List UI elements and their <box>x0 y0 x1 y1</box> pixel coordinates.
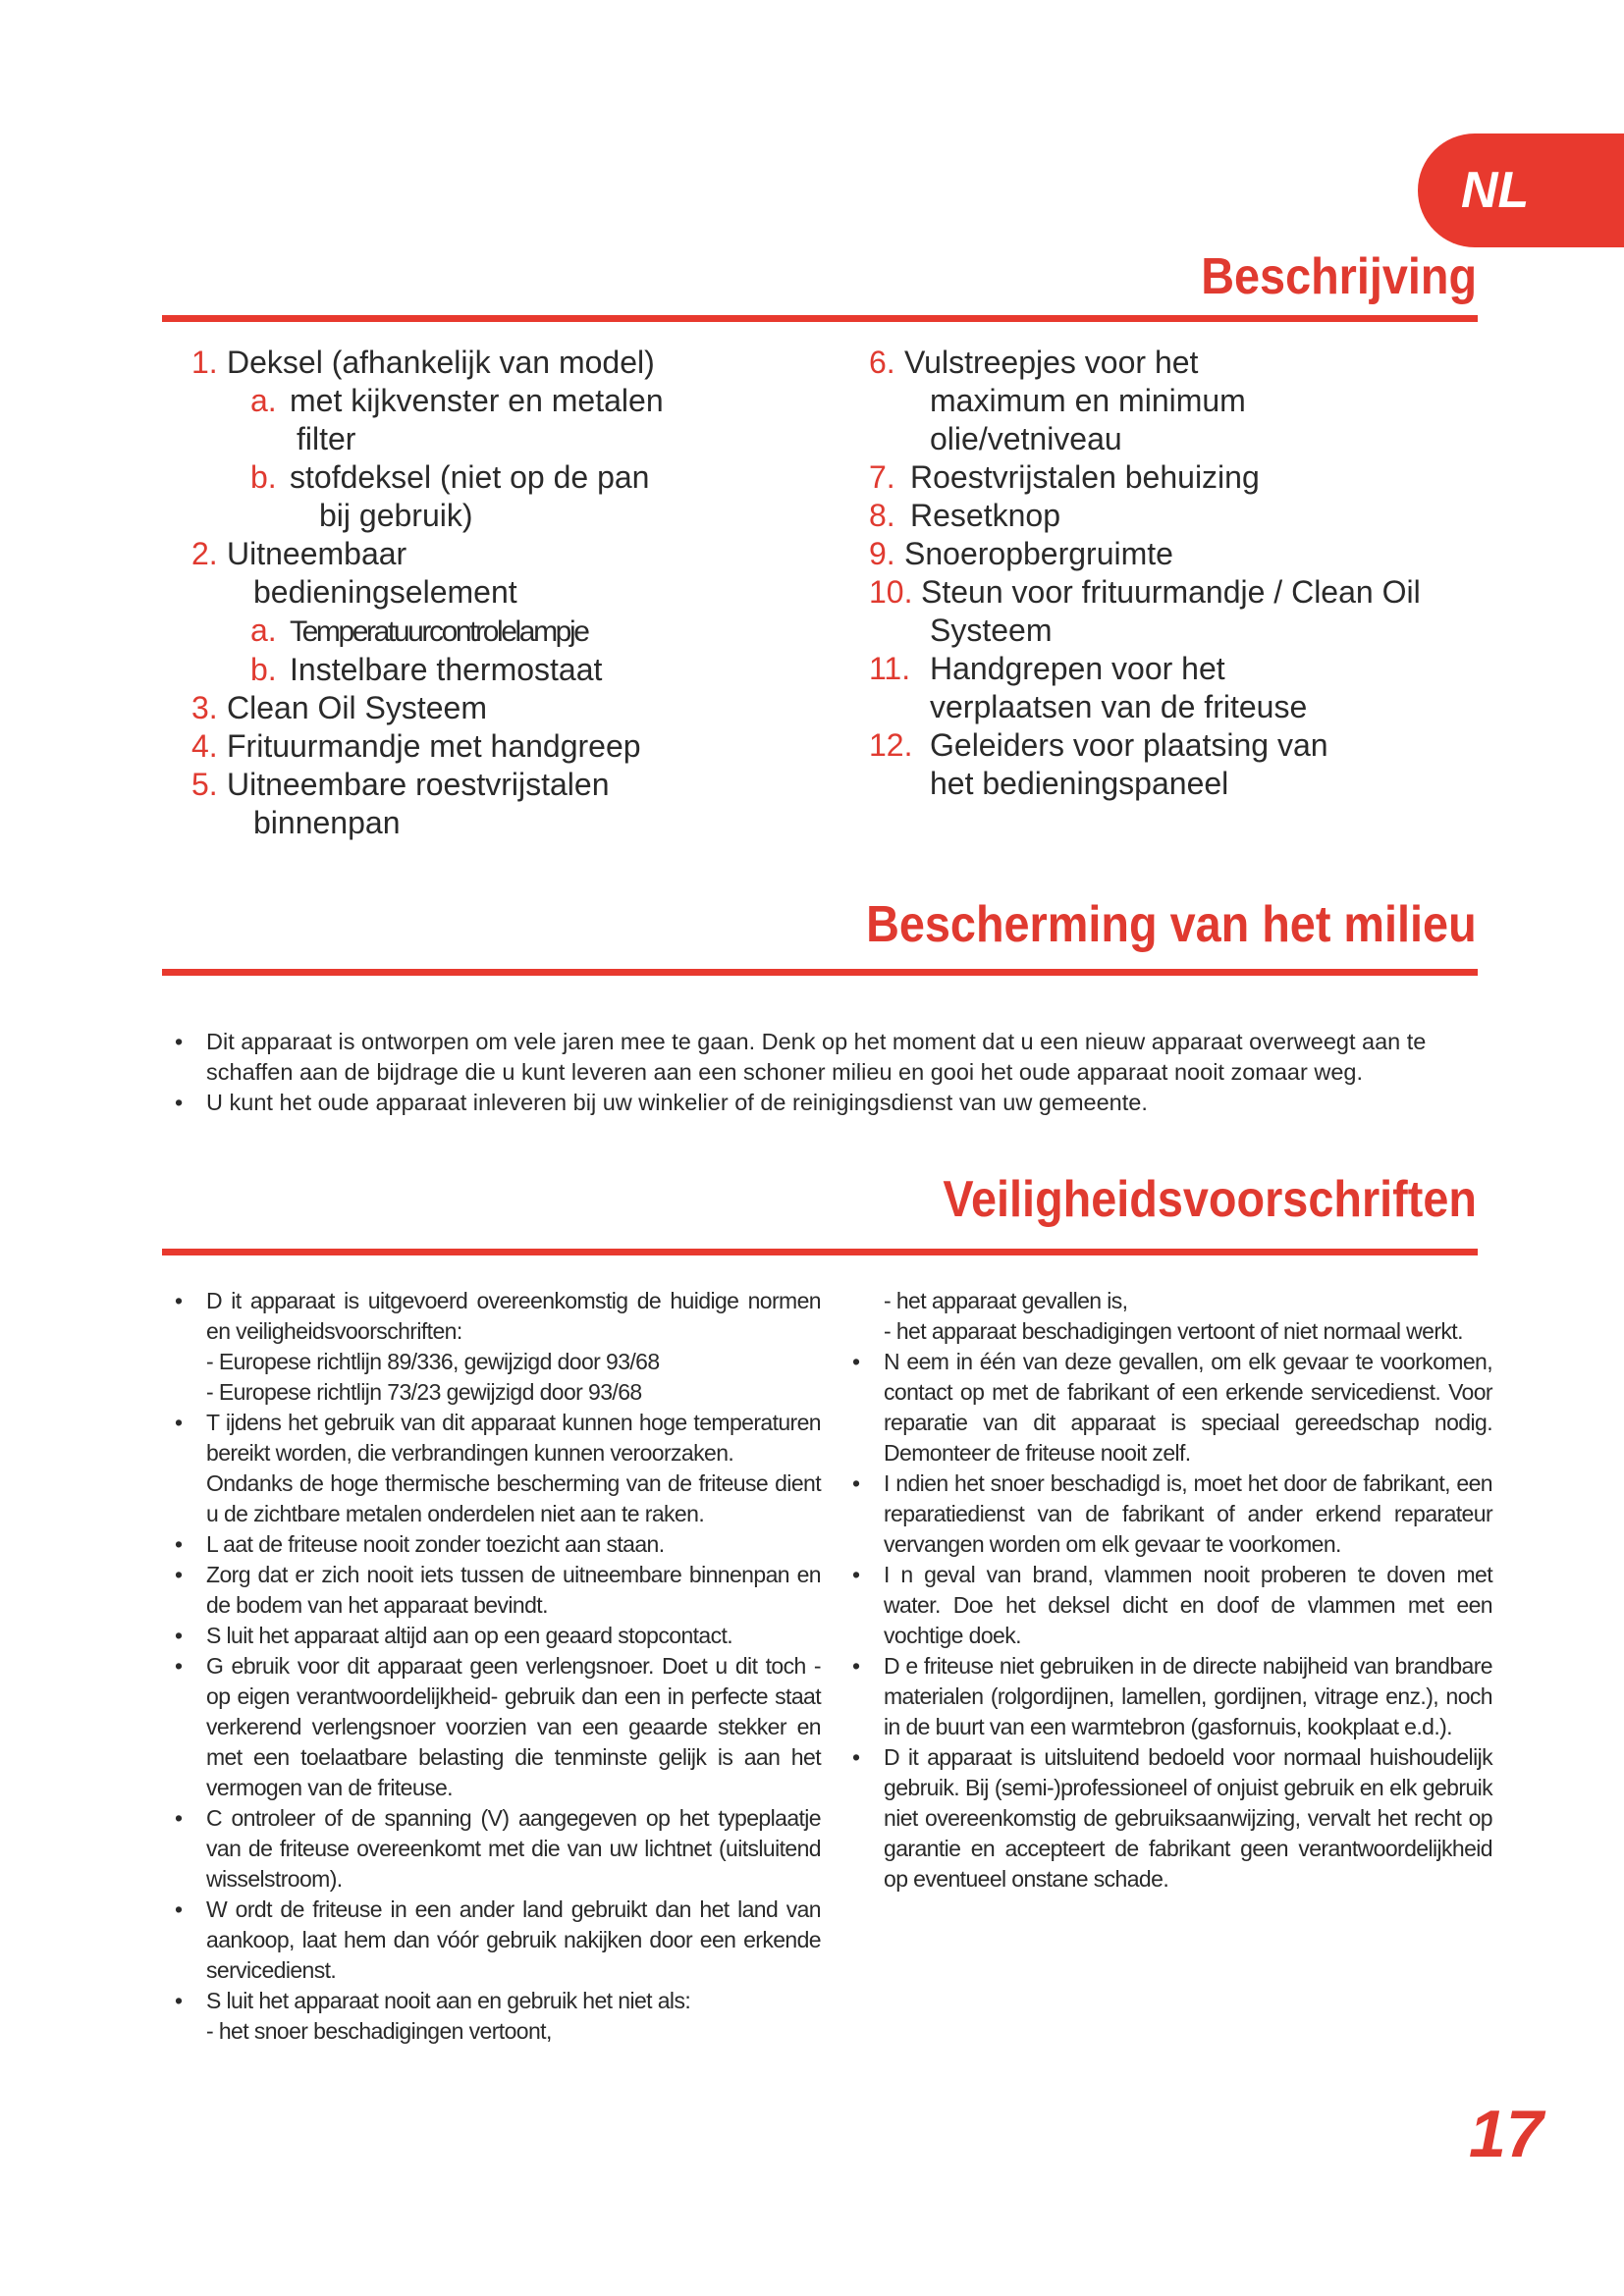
language-tab-label: NL <box>1461 162 1530 219</box>
list-item <box>869 458 1488 497</box>
list-item: • I n geval van brand, vlammen nooit proberen te doven met water. Doe het deksel dicht en doof de vlammen met een vochtige doek. <box>852 1560 1492 1651</box>
sub-item <box>191 458 741 497</box>
item-number: 1. <box>191 345 218 380</box>
section-divider <box>162 969 1478 976</box>
list-item <box>191 727 741 766</box>
list-item: - het snoer beschadigingen vertoont, <box>206 2018 552 2044</box>
item-number: 6. <box>869 345 895 380</box>
item-number: 4. <box>191 728 218 764</box>
item-text: Uitneembare roestvrijstalen <box>227 767 610 802</box>
section-divider <box>162 1249 1478 1255</box>
list-item: • N eem in één van deze gevallen, om elk gevaar te voorkomen, contact op met de fabrikant of een erkende servicedienst. Voor reparatie van dit apparaat is speciaal gereedschap nodig. Demonteer de friteuse nooit zelf. <box>852 1347 1492 1468</box>
list-item: - het apparaat gevallen is, <box>884 1288 1128 1313</box>
list-item: • S luit het apparaat nooit aan en gebruik het niet als: <box>175 1986 821 2016</box>
item-continuation: het bedieningspaneel <box>930 766 1229 801</box>
sub-item-letter: b. <box>250 652 277 687</box>
description-list-left <box>191 344 741 842</box>
list-item: - het apparaat beschadigingen vertoont of niet normaal werkt. <box>884 1318 1463 1344</box>
item-text: Geleiders voor plaatsing van <box>930 727 1328 763</box>
section-divider <box>162 315 1478 322</box>
sub-item <box>191 612 741 651</box>
item-continuation: Systeem <box>930 613 1053 648</box>
list-item: - Europese richtlijn 89/336, gewijzigd door 93/68 <box>206 1349 660 1374</box>
list-item: • L aat de friteuse nooit zonder toezicht aan staan. <box>175 1529 821 1560</box>
item-text: Vulstreepjes voor het <box>904 345 1199 380</box>
list-item: • D e friteuse niet gebruiken in de directe nabijheid van brandbare materialen (rolgordijnen, lamellen, gordijnen, vitrage enz.), noch in de buurt van een warmtebron (gasfornuis, kookplaat e.d.). <box>852 1651 1492 1742</box>
item-text: Uitneembaar <box>227 536 407 571</box>
sub-item-text: Temperatuurcontrolelampje <box>290 615 588 648</box>
sub-item-text: Instelbare thermostaat <box>290 652 603 687</box>
list-item: • W ordt de friteuse in een ander land gebruikt dan het land van aankoop, laat hem dan vóór gebruik nakijken door een erkende servicedienst. <box>175 1895 821 1986</box>
list-item: • G ebruik voor dit apparaat geen verlengsnoer. Doet u dit toch - op eigen verantwoordelijkheid- gebruik dan een in perfecte staat verkerend verlengsnoer voorzien van een geaarde stekker en met een toelaatbare belasting die tenminste gelijk is aan het vermogen van de friteuse. <box>175 1651 821 1803</box>
sub-item-letter: a. <box>250 613 277 648</box>
item-number: 8. <box>869 498 895 533</box>
section-title-safety: Veiligheidsvoorschriften <box>943 1171 1477 1228</box>
item-number: 2. <box>191 536 218 571</box>
list-item: • D it apparaat is uitsluitend bedoeld voor normaal huishoudelijk gebruik. Bij (semi-)professioneel of onjuist gebruik en elk gebruik niet overeenkomstig de gebruiksaanwijzing, vervalt het recht op garantie en accepteert de fabrikant geen verantwoordelijkheid op eventueel onstane schade. <box>852 1742 1492 1895</box>
item-text: Frituurmandje met handgreep <box>227 728 641 764</box>
list-item: • I ndien het snoer beschadigd is, moet het door de fabrikant, een reparatiedienst van de fabrikant of ander erkend reparateur vervangen worden om elk gevaar te voorkomen. <box>852 1468 1492 1560</box>
safety-list-left <box>175 1286 821 2047</box>
list-item <box>191 535 741 689</box>
safety-list-right <box>852 1286 1492 1895</box>
list-item: • T ijdens het gebruik van dit apparaat kunnen hoge temperaturen bereikt worden, die verbrandingen kunnen veroorzaken. <box>175 1408 821 1468</box>
sub-item-text: met kijkvenster en metalen <box>290 383 664 418</box>
sub-item-continuation: bij gebruik) <box>319 498 473 533</box>
item-number: 11. <box>869 651 911 686</box>
item-text: Steun voor frituurmandje / Clean Oil <box>921 574 1421 610</box>
list-item: • Dit apparaat is ontworpen om vele jaren mee te gaan. Denk op het moment dat u een nieuw apparaat overweegt aan te schaffen aan de bijdrage die u kunt leveren aan een schoner milieu en gooi het oude apparaat nooit zomaar weg. <box>175 1027 1490 1088</box>
list-item <box>869 497 1488 535</box>
item-text: Roestvrijstalen behuizing <box>910 459 1260 495</box>
item-continuation: maximum en minimum <box>930 383 1246 418</box>
item-text: Deksel (afhankelijk van model) <box>227 345 655 380</box>
item-text: Clean Oil Systeem <box>227 690 487 725</box>
item-number: 7. <box>869 459 895 495</box>
item-number: 3. <box>191 690 218 725</box>
item-text: Resetknop <box>910 498 1060 533</box>
item-text: Snoeropbergruimte <box>904 536 1173 571</box>
environment-list <box>175 1027 1490 1118</box>
item-continuation: olie/vetniveau <box>930 421 1122 456</box>
section-title-environment: Bescherming van het milieu <box>866 896 1477 953</box>
sub-item-text: stofdeksel (niet op de pan <box>290 459 650 495</box>
list-item: • S luit het apparaat altijd aan op een geaard stopcontact. <box>175 1621 821 1651</box>
sub-item-letter: b. <box>250 459 277 495</box>
list-item <box>191 766 741 842</box>
list-item: • U kunt het oude apparaat inleveren bij uw winkelier of de reinigingsdienst van uw gemeente. <box>175 1088 1490 1118</box>
list-item: • Zorg dat er zich nooit iets tussen de uitneembare binnenpan en de bodem van het apparaat bevindt. <box>175 1560 821 1621</box>
item-continuation: bedieningselement <box>253 574 517 610</box>
list-item: • C ontroleer of de spanning (V) aangegeven op het typeplaatje van de friteuse overeenkomt met die van uw lichtnet (uitsluitend wisselstroom). <box>175 1803 821 1895</box>
item-number: 9. <box>869 536 895 571</box>
section-title-description: Beschrijving <box>1201 248 1477 305</box>
sub-item-continuation: filter <box>297 421 356 456</box>
list-item <box>869 344 1488 458</box>
list-item <box>191 689 741 727</box>
item-number: 12. <box>869 727 913 763</box>
list-item <box>869 726 1488 803</box>
list-item <box>869 573 1488 650</box>
sub-item <box>191 382 741 420</box>
list-item: • D it apparaat is uitgevoerd overeenkomstig de huidige normen en veiligheidsvoorschriften: <box>175 1286 821 1347</box>
item-continuation: binnenpan <box>253 805 401 840</box>
list-item: - Europese richtlijn 73/23 gewijzigd door 93/68 <box>206 1379 642 1405</box>
item-continuation: verplaatsen van de friteuse <box>930 689 1308 724</box>
sub-item-letter: a. <box>250 383 277 418</box>
item-text: Handgrepen voor het <box>930 651 1225 686</box>
item-number: 5. <box>191 767 218 802</box>
page-number: 17 <box>1469 2097 1543 2171</box>
list-item <box>869 535 1488 573</box>
list-item <box>191 344 741 535</box>
description-list-right <box>869 344 1488 803</box>
list-item <box>869 650 1488 726</box>
list-item: Ondanks de hoge thermische bescherming van de friteuse dient u de zichtbare metalen onderdelen niet aan te raken. <box>206 1470 821 1526</box>
language-tab <box>1418 133 1624 247</box>
item-number: 10. <box>869 574 913 610</box>
sub-item <box>191 651 741 689</box>
